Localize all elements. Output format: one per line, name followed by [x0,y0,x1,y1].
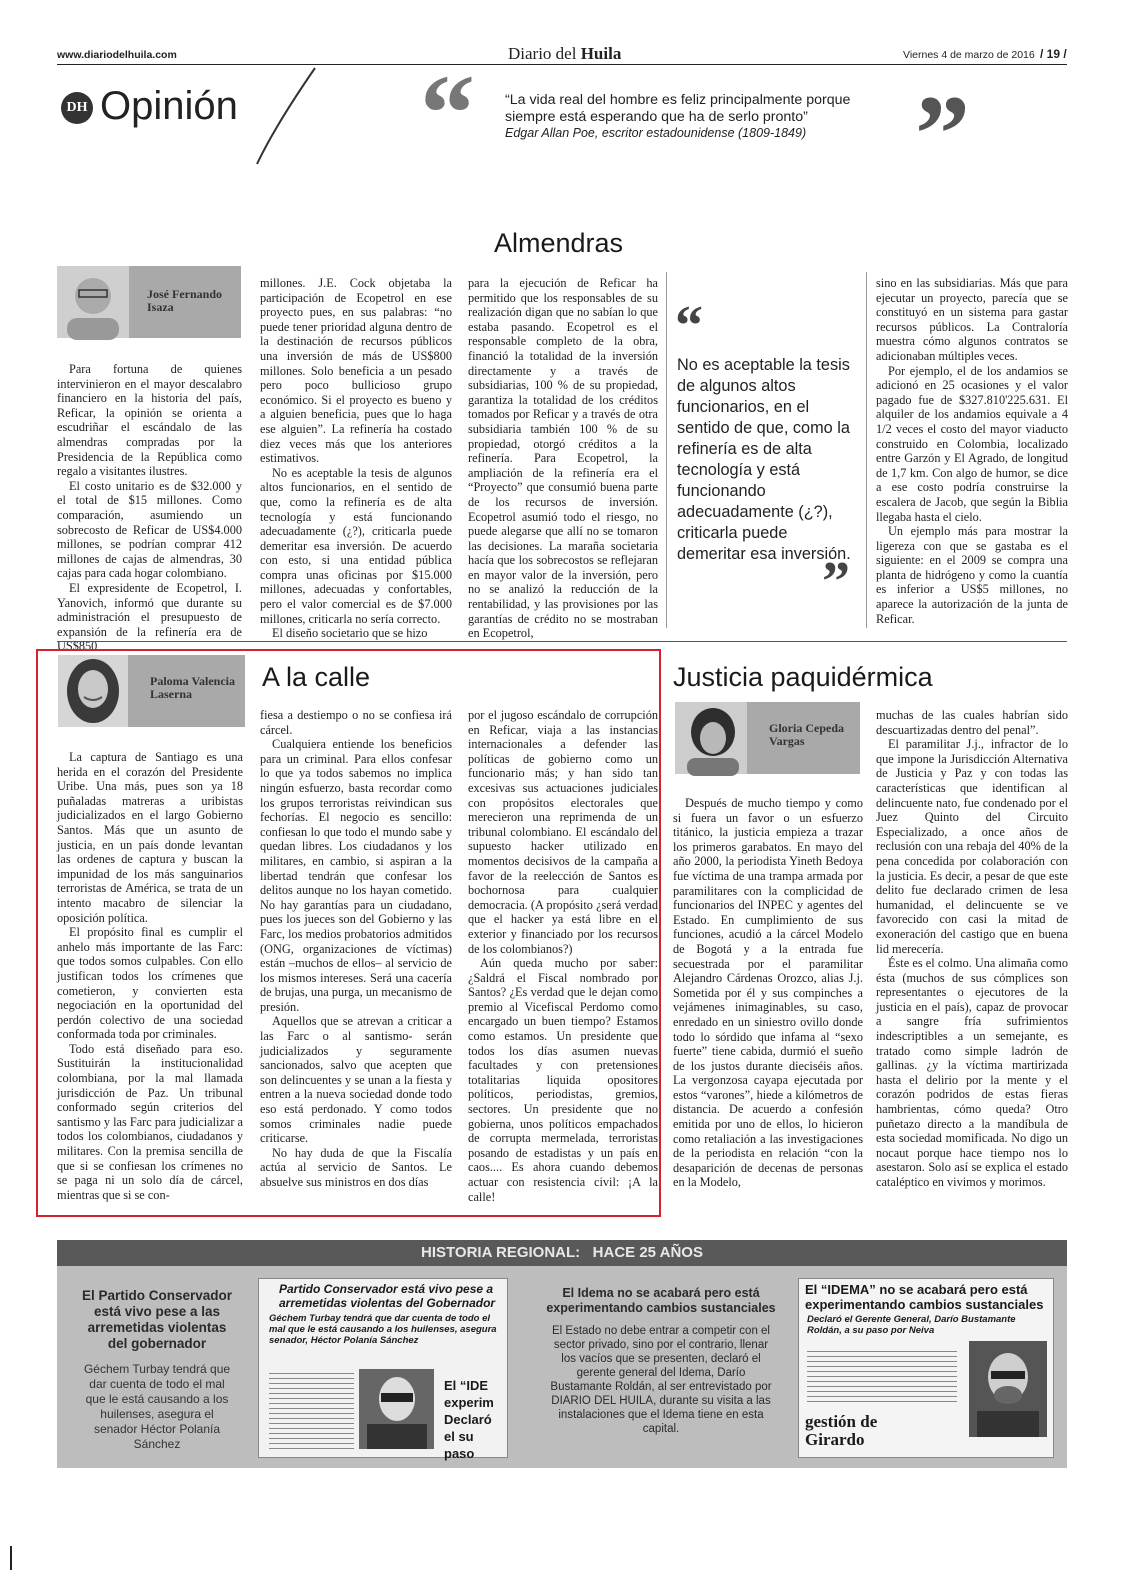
paragraph: La captura de Santiago es una herida en el corazón del Presidente Uribe. Una más, pues son ya 18 puñaladas matreras a uribistas judicializados en el largo Gobierno Santos. Más que un asunto de justicia, en un país donde levantan las ordenes de captura y buscan la impunidad de los más sanguinarios terroristas de América, se trata de un intento macabro de silenciar la oposición política. [57,750,243,925]
clip2-subhead: Declaró el Gerente General, Darío Bustamante Roldán, a su paso por Neiva [807,1314,1016,1336]
margin-mark [10,1546,12,1570]
clip2-side-text: gestión de Girardo [805,1412,878,1449]
paper-name-prefix: Diario del [508,44,577,63]
history-clipping-1 [258,1278,508,1461]
clip1-subhead: Géchem Turbay tendrá que dar cuenta de todo el mal que le está causando a los huilenses, asegura senador, Héctor Polanía Sánchez [269,1313,497,1346]
article1-headline: Almendras [494,228,624,258]
author-name-text: Gloria Cepeda Vargas [769,721,844,748]
pullquote-open-icon [675,295,715,357]
svg-text:“: “ [420,52,475,174]
paper-name [508,44,621,64]
paragraph: El propósito final es cumplir el anhelo más importante de las Farc: que todos somos culpables. Con ello justifican todos los crímenes que cometieron, y convierten esta negociación en la oportunidad del perdón colectivo de una sociedad conformada toda por criminales. [57,925,243,1042]
author-portrait-icon [675,702,747,774]
paragraph: para la ejecución de Reficar ha permitido que los responsables de su realización digan que no sabían lo que estaba pasando. Ecopetrol es el responsable completo de la obra, financió la totalidad de la inversión directamente y a través de subsidiarias, 100 % de su propiedad, garantiza la totalidad de los créditos tomados por Reficar y a través de otra subsidiaria también 100 % de su propiedad, otorgó créditos a la refinería. Para Ecopetrol, la ampliación de la refinería era el “Proyecto” que consumió buena parte de los recursos de inversión. Ecopetrol asumió todo el riesgo, no puede alegarse que allí no se tomaron las decisiones. La maraña societaria hacía que los sobrecostos se reflejaran en mayor valor de la inversión, pero no se analizó la reducción de la rentabilidad, y las provisiones por las garantías de crédito no se mostraban en Ecopetrol, [468,276,658,641]
section-divider-curve [255,66,325,166]
author-name-cepeda [747,702,860,774]
open-quote-icon [420,52,490,174]
history-title-bar [57,1240,1067,1266]
clip2-text-lines [807,1347,957,1405]
paragraph: Un ejemplo más para mostrar la ligereza con que se gastaba es el siguiente: en el 2009 se compra una planta de hidrógeno y como la cuantía es inferior a US$5 millones, no aparece la autorización de la junta de Reficar. [876,524,1068,626]
clip1-headline: Partido Conservador está vivo pese a arremetidas violentas del Gobernador [279,1282,496,1310]
article1-col3 [468,276,658,641]
paragraph: muchas de las cuales habrían sido descuartizadas dentro del penal”. [876,708,1068,737]
article2-col1 [57,750,243,1210]
article1-col1 [57,362,242,654]
paragraph: El costo unitario es de $32.000 y el total de $15 millones. Como comparación, asumiendo un sobrecosto de Reficar de US$4.000 millones, se podrían comprar 412 millones de cajas de almendras, 30 cajas para cada hogar colombiano. [57,478,242,581]
section-quote: “La vida real del hombre es feliz principalmente porque siempre está esperando que ha de serlo pronto” [505,92,851,125]
article3-headline: Justicia paquidérmica [673,662,933,692]
article2-col2 [260,708,452,1210]
author-portrait-icon [58,655,128,727]
clip1-photo [359,1369,434,1449]
close-quote-icon [915,73,985,195]
paragraph: Aún queda mucho por saber: ¿Saldrá el Fiscal nombrado por Santos? ¿Es verdad que le dejan como premio al Vicefiscal Perdomo como encargado un buen tiempo? Estamos como estamos. Un presidente que todos los días asumen nuevas facultades y con pretensiones totalitarias liquida opositores políticos, periodistas, gremios, sectores. Un presidente que no gobierna, unos políticos empachados de corrupta mermelada, terroristas posando de estadistas y un país en caos.... Es ahora cuando debemos actuar con resistencia civil: ¡A la calle! [468,956,658,1204]
article3-col1 [673,796,863,1210]
paper-name-bold: Huila [580,44,622,63]
svg-text:”: ” [915,73,970,195]
paragraph: Después de mucho tiempo y como si fuera un favor o un esfuerzo titánico, la justicia empieza a trazar los primeros garabatos. En mayo del año 2000, la periodista Yineth Bedoya fue víctima de una trampa armada por paramilitares con la complicidad de funcionarios del INPEC y agentes del Estado. En cumplimiento de sus funciones, acudió a la cárcel Modelo de Bogotá y a la entrada fue secuestrada por el paramilitar Alejandro Cárdenas Orozco, alias J.j. Sometida por él y sus compinches a vejámenes inimaginables, su caso, enredado en un siniestro ovillo donde todo lo sórdido que infama al “sexo fuerte” tiene cabida, durmió el sueño de los justos durante dieciséis años. La vergonzosa cayapa ejecutada por estos “varones”, hiede a kilómetros de distancia. De acuerdo a confesión emitida por uno de ellos, lo hicieron como retaliación a las investigaciones de la periodista en relación “con la desaparición de decenas de personas en la Modelo, [673,796,863,1190]
paragraph: por el jugoso escándalo de corrupción en Reficar, viaja a las instancias internacionales a defender las políticas de gobierno como un funcionario más; y han sido tan excesivas sus actuaciones judiciales con propósitos electorales que merecieron una reprimenda de un tribunal colombiano. El escándalo del supuesto hacker utilizado en momentos decisivos de la campaña a favor de la reelección de Santos es bochornosa para cualquier democracia. (A propósito ¿será verdad que el hacker ya está libre en el exterior y financiado por los recursos de los colombianos?) [468,708,658,956]
paragraph: No hay duda de que la Fiscalía actúa al servicio de Santos. Le absuelve sus ministros en dos días [260,1145,452,1189]
paragraph: Para fortuna de quienes intervinieron en el mayor descalabro financiero en la historia del país, Reficar, la opinión se orienta a escudriñar el escándalo de las almendras compradas por la Presidencia de la República como regalo a visitantes ilustres. [57,362,242,479]
paragraph: El paramilitar J.j., infractor de lo que impone la Jurisdicción Alternativa de Justicia y Paz y con todas las características que identifican al delincuente nato, fue condenado por el Juez Quinto del Circuito Especializado, a once años de reclusión con una rebaja del 40% de la pena concedida por colaboración con la justicia. Es decir, a pesar de que este delito fue declarado crimen de lesa humanidad, el delincuente se ve favorecido con casi la mitad de exoneración del castigo que en buena lid merecería. [876,737,1068,956]
section-logo-text: DH [66,100,88,115]
paragraph: Aquellos que se atrevan a criticar a las Farc o al santismo- serán judicializados y seguramente sancionados, salvo que acepten que son delincuentes y se unan a la fiesta y entren a la nueva sociedad donde todo eso está perdonado. Y como todos somos criminales nadie puede criticarse. [260,1014,452,1146]
author-name-valencia [128,655,245,727]
portrait-icon [359,1369,434,1449]
article3-col2 [876,708,1068,1210]
clip1-text-lines [269,1369,354,1449]
author-name-text: José Fernando Isaza [147,287,222,314]
history-box1-heading: El Partido Conservador está vivo pese a las arremetidas violentas del gobernador [81,1288,233,1351]
author-photo-cepeda [675,702,747,774]
author-portrait-icon [57,266,129,338]
paragraph: El diseño societario que se hizo [272,626,428,641]
section-quote-author: Edgar Allan Poe, escritor estadounidense (1809-1849) [505,126,807,140]
clip2-photo [969,1341,1047,1437]
clip2-headline: El “IDEMA” no se acabará pero está experimentando cambios sustanciales [805,1282,1044,1312]
paragraph: Todo está diseñado para eso. Sustituirán la institucionalidad colombiana, por la mal llamada jurisdicción de Paz. Un tribunal conformado según criterios del santismo y las Farc para judicializar a todos los colombianos, ciudadanos y militares. Con la premisa sencilla de que si se confiesan los crímenes no se paga ni un solo día de cárcel, mientras que si se con- [57,1041,243,1202]
history-box1-body: Géchem Turbay tendrá que dar cuenta de todo el mal que le está causando a los huilenses, asegura el senador Héctor Polanía Sánchez [83,1362,231,1451]
author-photo-isaza [57,266,129,338]
history-box2-heading: El Idema no se acabará pero está experimentando cambios sustanciales [546,1286,776,1315]
column-divider [866,272,867,628]
history-box2 [540,1284,782,1454]
paragraph: El expresidente de Ecopetrol, I. Yanovich, informó que durante su administración el presupuesto de expansión de la refinería era de US$850 [57,580,242,654]
site-url[interactable]: www.diariodelhuila.com [57,49,177,61]
masthead-rule [57,64,1067,65]
article2-col3 [468,708,658,1210]
article1-col5 [876,276,1068,632]
paragraph: Cualquiera entiende los beneficios para un criminal. Para ellos confesar lo que ya todos sabemos no implica ningún esfuerzo, basta recordar como los grupos terroristas reivindican sus fechorías. El negocio es sencillo: confiesan lo que todo el mundo sabe y quedan libres. Los ciudadanos y los militares, en cambio, si aspiran a la libertad tendrán que confesar los delitos aunque no los hayan cometido. No hay garantías para un ciudadano, pues los jueces son del Gobierno y las Farc, los medios probatorios admitidos (ONG, organizaciones de víctimas) están –muchos de ellos– al servicio de los mismos intereses. Será una cacería de brujas, una purga, un mecanismo de presión. [260,737,452,1014]
paragraph: sino en las subsidiarias. Más que para ejecutar un proyecto, parecía que se constituyó en un sistema para gastar recursos públicos. La Contraloría muestra cómo algunos contratos se adicionaban múltiples veces. [876,276,1068,363]
history-title: HISTORIA REGIONAL: HACE 25 AÑOS [421,1244,703,1261]
paragraph: Éste es el colmo. Una alimaña como ésta (muchos de sus cómplices son representantes o ejecutores de la justicia en el país), capaz de provocar a sangre fría sufrimientos indescriptibles a un semejante, es tratado como simple ladrón de gallinas. ¿y la víctima martirizada hasta el delirio por la mente y el corazón podridos de estas fieras hambrientas, cómo queda? Otro puñetazo directo a la mandíbula de esta sociedad momificada. No digo un nocaut porque hace tiempo nos lo asestaron. Solo así se explica el estado cataléptico en vivimos y morimos. [876,956,1068,1189]
paragraph: fiesa a destiempo o no se confiesa irá cárcel. [260,708,452,737]
history-box1 [72,1284,242,1454]
author-name-text: Paloma Valencia Laserna [150,674,236,701]
section-logo [61,92,93,124]
paragraph: millones. J.E. Cock objetaba la participación de Ecopetrol en ese proyecto pues, en sus palabras: “no puede tener prioridad alguna dentro de la destinación de recursos públicos una inversión de más de US$800 millones. Solo beneficia a un pesado pero poco bullicioso grupo económico. Si el proyecto es bueno y a alguien beneficia, pues que lo haga ese alguien”. La refinería ha costado diez veces más que los anteriores estimativos. [260,276,452,466]
portrait-icon [969,1341,1047,1437]
paragraph: No es aceptable la tesis de algunos altos funcionarios, en el sentido de que, como la refinería es de alta tecnología y está funcionando adecuadamente (¿?), criticarla puede demeritar esa inversión. De acuerdo con esto, si una entidad pública compra unas oficinas por $15.000 millones, adecuadas y confortables, pero el valor comercial es de $7.000 millones, criticarla no sería correcto. [260,465,452,626]
paragraph: Por ejemplo, el de los andamios se adicionó en 25 ocasiones y el valor pagado fue de $327.810'225.631. El alquiler de los andamios equivale a 4 1/2 veces el costo del mayor viaducto construido en Colombia, localizado entre Garzón y El Agrado, de longitud de 1,7 km. Con algo de humor, se dice a ese costo podría construirse la escalera de Jacob, que según la Biblia llegaba hasta el cielo. [876,363,1068,524]
article1-col2 [260,276,452,641]
article2-headline: A la calle [262,662,371,692]
history-clipping-2 [798,1278,1054,1458]
article1-pullquote: No es aceptable la tesis de algunos altos funcionarios, en el sentido de que, como la refinería es de alta tecnología y está funcionando adecuadamente (¿?), criticarla puede demeritar esa inversión. [677,356,851,563]
author-name-isaza [129,266,241,338]
svg-text:”: ” [822,551,850,613]
svg-text:“: “ [675,295,703,357]
pullquote-close-icon [822,551,862,613]
section-title: Opinión [100,84,238,128]
page-number: / 19 / [1040,47,1067,61]
issue-date: Viernes 4 de marzo de 2016 [903,49,1035,61]
clip1-side-text: El “IDE experim Declaró el su paso [444,1378,494,1461]
history-box2-body: El Estado no debe entrar a competir con el sector privado, sino por el contrario, llenar los vacíos que se presenten, declaró el gerente general del Idema, Darío Bustamante Roldán, al ser entrevistado por DIARIO DEL HUILA, durante su visita a las instalaciones que el Idema tiene en esta capital. [550,1325,772,1435]
article-separator [57,641,1067,642]
column-divider [666,272,667,628]
author-photo-valencia [58,655,128,727]
